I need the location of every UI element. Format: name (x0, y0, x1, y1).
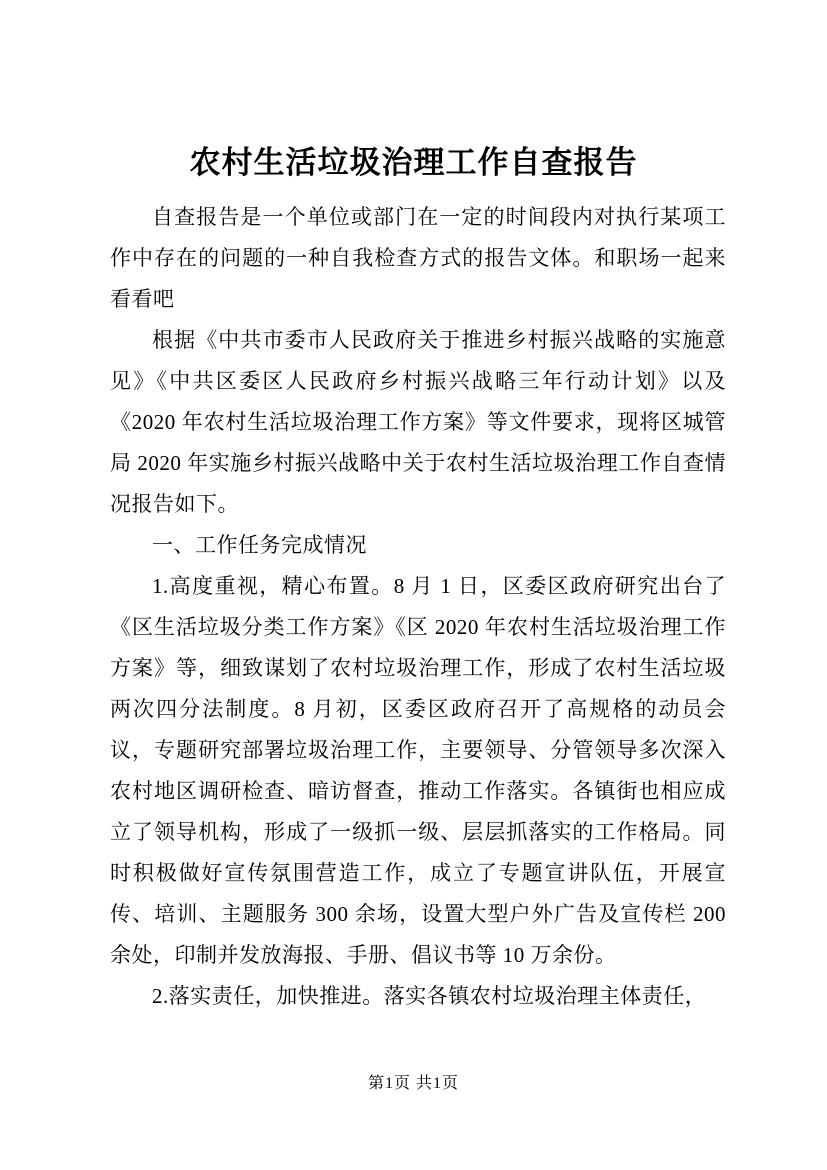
body-paragraph-intro: 自查报告是一个单位或部门在一定的时间段内对执行某项工作中存在的问题的一种自我检查方式的报告文体。和职场一起来看看吧 (110, 205, 726, 311)
body-paragraph-item2: 2.落实责任，加快推进。落实各镇农村垃圾治理主体责任， (152, 984, 707, 1008)
section-heading-task-completion: 一、工作任务完成情况 (152, 533, 367, 557)
document-body (110, 197, 726, 1017)
body-paragraph-item1: 1.高度重视，精心布置。8 月 1 日，区委区政府研究出台了《区生活垃圾分类工作方案》《区 2020 年农村生活垃圾治理工作方案》等，细致谋划了农村垃圾治理工作，形成了农村生活垃圾两次四分法制度。8 月初，区委区政府召开了高规格的动员会议，专题研究部署垃圾治理工作，主要领导、分管领导多次深入农村地区调研检查、暗访督查，推动工作落实。各镇街也相应成立了领导机构，形成了一级抓一级、层层抓落实的工作格局。同时积极做好宣传氛围营造工作，成立了专题宣讲队伍，开展宣传、培训、主题服务 300 余场，设置大型户外广告及宣传栏 200 余处，印制并发放海报、手册、倡议书等 10 万余份。 (110, 574, 726, 967)
page-number-footer: 第1页 共1页 (367, 1075, 459, 1092)
document-title: 农村生活垃圾治理工作自查报告 (189, 145, 638, 180)
body-paragraph-basis: 根据《中共市委市人民政府关于推进乡村振兴战略的实施意见》《中共区委区人民政府乡村振兴战略三年行动计划》以及《2020 年农村生活垃圾治理工作方案》等文件要求，现将区城管局 2020 年实施乡村振兴战略中关于农村生活垃圾治理工作自查情况报告如下。 (110, 328, 726, 516)
